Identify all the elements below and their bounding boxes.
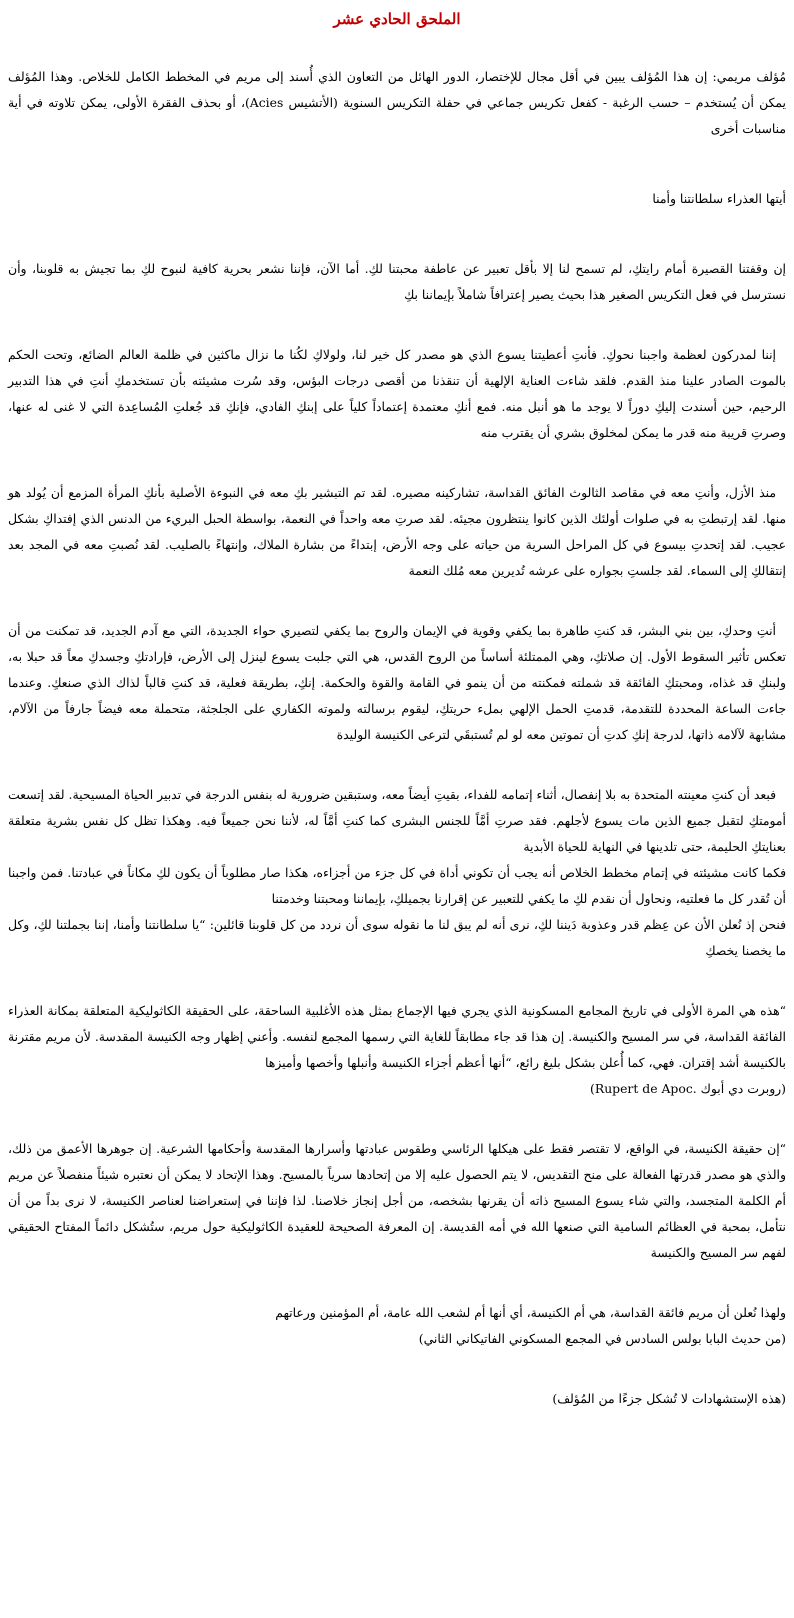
paragraph-declaration: فنحن إذ نُعلن الأن عن عِظم قدر وعذوبة دَيننا لكِ، نرى أنه لم يبق لنا ما نقوله سوى أن نردد من كل قلوبنا قائلين: “يا سلطانتنا وأمنا، إننا بجملتنا لكِ، وكل ما يخصنا يخصكِ: [8, 917, 786, 958]
paragraph-before-banner: إن وقفتنا القصيرة أمام رايتكِ، لم تسمح لنا إلا بأقل تعبير عن عاطفة محبتنا لكِ. أما الآن، فإننا نشعر بحرية كافية لنبوح لكِ بما تجيش به قلوبنا، وأن نسترسل في فعل التكريس الصغير هذا بحيث يصير إعترافاً شاملاً بإيماننا بكِ: [8, 261, 786, 302]
citations-note: (هذه الإستشهادات لا تُشكل جزءًا من المُؤلف): [552, 1391, 786, 1406]
quote-source-paul-vi: (من حديث البابا بولس السادس في المجمع المسكوني الفاتيكاني الثاني): [418, 1331, 786, 1346]
invocation-heading: أيتها العذراء سلطانتنا وأمنا: [652, 191, 786, 206]
paragraph-our-duty: إننا لمدركون لعظمة واجبنا نحوكِ. فأنتِ أعطيتنا يسوع الذي هو مصدر كل خير لنا، ولولاكِ لكُنا ما نزال ماكثين في ظلمة العالم الضائع، وتحت الحكم بالموت الصادر علينا منذ القدم. فلقد شاءت العناية الإلهية أن تنقذنا من أقصى درجات البؤس، وقد سُرت مشيئته بأن تستخدمكِ أنتِ في هذا التدبير الرحيم، حين أسندت إليكِ دوراً لا يوجد ما هو أنبل منه. فمع أنكِ معتمدة إعتماداً كلياً على إبنكِ الفادي، فإنكِ قد جُعلتِ المُساعِدة التي لا غنى له عنها، وصرتِ قريبة منه قدر ما يمكن لمخلوق بشري أن يقترب منه: [8, 347, 786, 440]
quote-source-rupert: (روبرت دي أبوك .Rupert de Apoc): [590, 1081, 786, 1096]
page-title: الملحق الحادي عشر: [333, 10, 461, 28]
quote-church-reality: “إن حقيقة الكنيسة، في الواقع، لا تقتصر فقط على هيكلها الرئاسي وطقوس عبادتها وأسرارها المقدسة وأحكامها الشرعية. إن جوهرها الأعمق من ذلك، والذي هو مصدر قدرتها الفعالة على منح التقديس، لا يتم الحصول عليه إلا من إتحادها سرياً بالمسيح. وهذا الإتحاد لا يمكن أن نعتبره شيئاً منفصلاً عن مريم أم الكلمة المتجسد، والتي شاء يسوع المسيح ذاته أن يقرنها بشخصه، من أجل إنجاز خلاصنا. لذا فإننا في إستعراضنا لعناصر الكنيسة، لا نرى بداً من أن نتأمل، بمحبة في العظائم السامية التي صنعها الله في أمه القديسة. إن المعرفة الصحيحة للعقيدة الكاثوليكية حول مريم، ستُشكل دائماً المفتاح الحقيقي لفهم سر المسيح والكنيسة: [8, 1141, 786, 1260]
paragraph-from-eternity: منذ الأزل، وأنتِ معه في مقاصد الثالوث الفائق القداسة، تشاركينه مصيره. لقد تم التبشير بكِ معه في النبوءة الأصلية بأنكِ المرأة المزمع أن يُولد هو منها. لقد إرتبطتِ به في صلوات أولئك الذين كانوا ينتظرون مجيئه. لقد صرتِ معه واحداً في النعمة، بواسطة الحبل البريء من الدنس الذي إفتداكِ بشكل عجيب. لقد إتحدتِ بيسوع في كل المراحل السرية من حياته على وجه الأرض، إبتداءً من بشارة الملاك، وإنتهاءً بالصليب. لقد نُصبتِ معه في المجد بعد إنتقالكِ إلى السماء. لقد جلستِ بجواره على عرشه تُديرين معه مُلك النعمة: [8, 485, 786, 578]
paragraph-new-eve: أنتِ وحدكِ، بين بني البشر، قد كنتِ طاهرة بما يكفي وقوية في الإيمان والروح بما يكفي لتصيري حواء الجديدة، التي مع آدم الجديد، قد تمكنت من أن تعكس تأثير السقوط الأول. إن صلاتكِ، وهي الممتلئة أساساً من الروح القدس، هي التي جلبت يسوع لينزل إلى الأرض، فإرادتكِ وجسدكِ معاً قد حبلا به، ولبنكِ قد غذاه، ومحبتكِ الفائقة قد شملته فمكنته من أن ينمو في القامة والقوة والحكمة. إنكِ، بطريقة فعلية، قد كنتِ قالباً لذاك الذي صنعكِ. وعندما جاءت الساعة المحددة للتقدمة، قدمتِ الحمل الإلهي بملء حريتكِ، ليقوم برسالته ولموته الكفاري على الجلجثة، متحملة معه فيضاً جارفاً من الآلام، مشابهة لآلامه ذاتها، لدرجة إنكِ كدتِ أن تموتين معه لو لم تُستبقَي لترعى الكنيسة الوليدة: [8, 623, 786, 742]
quote-council: “هذه هي المرة الأولى في تاريخ المجامع المسكونية الذي يجري فيها الإجماع بمثل هذه الأغلبية الساحقة، على الحقيقة الكاثوليكية المتعلقة بمكانة العذراء الفائقة القداسة، في سر المسيح والكنيسة. إن هذا قد جاء مطابقاً للغاية التي رسمها المجمع لنفسه. وأعني إظهار وجه الكنيسة المقدسة. لأن مريم مقترنة بالكنيسة أشد إقتران. فهي، كما أُعلن بشكل بليغ رائع، “أنها أعظم أجزاء الكنيسة وأنبلها وأخصها وأميزها: [8, 1003, 786, 1070]
quote-mother-of-church: ولهذا نُعلن أن مريم فائقة القداسة، هي أم الكنيسة، أي أنها أم لشعب الله عامة، أم المؤمنين ورعاتهم: [275, 1305, 786, 1320]
paragraph-motherhood: فبعد أن كنتِ معينته المتحدة به بلا إنفصال، أثناء إتمامه للفداء، بقيتِ أيضاً معه، وستبقين ضرورية له بنفس الدرجة في تدبير الحياة المسيحية. لقد إتسعت أمومتكِ لتقبل جميع الذين مات يسوع لأجلهم. فقد صرتِ أمَّاً للجنس البشرى كما كنتِ أمَّاً له، لأننا نحن جميعاً فيه. وهكذا تظل كل نفس بشرية متعلقة بعنايتكِ الحليمة، حتى تلدينها في النهاية للحياة الأبدية: [8, 787, 786, 854]
paragraph-worship: فكما كانت مشيئته في إتمام مخطط الخلاص أنه يجب أن تكوني أداة في كل جزء من أجزاءه، هكذا صار مطلوباً أن يكون لكِ مكاناً في عبادتنا. فمن واجبنا أن تُقدر كل ما فعلتيه، ونحاول أن نقدم لكِ ما يكفي للتعبير عن إقرارنا بجميلكِ، بإيماننا ومحبتنا وخدمتنا: [8, 865, 786, 906]
intro-paragraph: مُؤلف مريمي: إن هذا المُؤلف يبين في أقل مجال للإختصار، الدور الهائل من التعاون الذي أُسند إلى مريم في المخطط الكامل للخلاص. وهذا المُؤلف يمكن أن يُستخدم – حسب الرغبة - كفعل تكريس جماعي في حفلة التكريس السنوية (الأتشيس Acies)، أو بحذف الفقرة الأولى، يمكن تلاوته في أية مناسبات أخرى: [8, 69, 786, 136]
